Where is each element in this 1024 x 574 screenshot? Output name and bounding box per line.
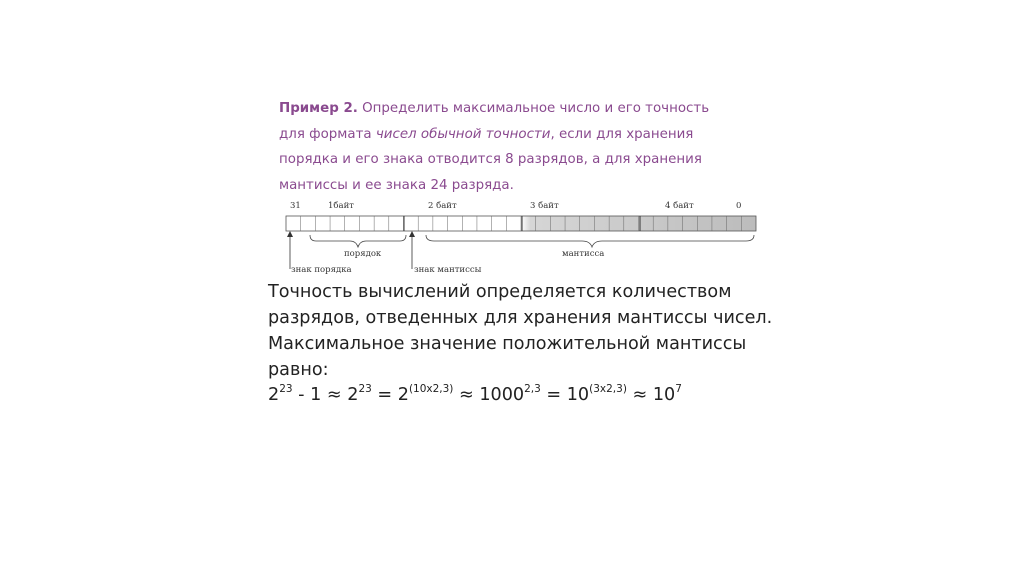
bit-layout-svg [280,197,770,277]
bit-layout-diagram [280,197,770,277]
formula-exponent: 2,3 [524,383,541,395]
formula-term: ≈ 1000 [453,385,525,405]
mantissa-brace [426,235,754,247]
byte-1-label: 1байт [328,201,354,211]
example-format-term: чисел обычной точности [375,126,551,142]
formula-exponent: (10x2,3) [408,383,454,395]
formula-exponent: 7 [675,383,682,395]
example-label: Пример 2. [279,101,358,116]
explanation-line-2: разрядов, отведенных для хранения мантиссы чисел. [268,308,773,328]
formula-term: 2 [268,385,280,405]
example-task [279,96,799,198]
formula-term: = 2 [371,385,409,405]
mantissa-label: мантисса [562,249,605,259]
formula-exponent: 23 [358,383,372,395]
mantissa-sign-arrowhead [409,231,415,237]
explanation-text [268,279,828,383]
explanation-line-3: Максимальное значение положительной мантиссы [268,334,747,354]
exponent-sign-arrowhead [287,231,293,237]
example-line-2-start: для формата [279,126,376,142]
explanation-line-1: Точность вычислений определяется количеством [268,282,732,302]
example-line-2-end: , если для хранения [550,126,694,142]
mantissa-sign-label: знак мантиссы [414,265,482,275]
example-line-3: порядка и его знака отводится 8 разрядов, а для хранения [279,152,702,167]
formula-exponent: 23 [279,383,293,395]
formula-term: ≈ 10 [626,385,676,405]
formula-term: - 1 ≈ 2 [292,385,359,405]
example-line-1-text: Определить максимальное число и его точность [357,101,710,116]
bit-31-label: 31 [290,201,301,211]
exponent-label: порядок [344,249,382,259]
formula-term: = 10 [540,385,590,405]
bit-0-label: 0 [736,201,742,211]
byte-2-label: 2 байт [428,201,457,211]
formula-exponent: (3x2,3) [589,383,627,395]
example-line-4: мантиссы и ее знака 24 разряда. [279,177,514,193]
byte-3-label: 3 байт [530,201,559,211]
example-line-2 [279,122,799,148]
exponent-sign-label: знак порядка [291,265,352,275]
example-line-1 [279,96,799,122]
mantissa-formula [268,385,682,405]
explanation-line-4: равно: [268,360,329,380]
exponent-brace [310,235,406,247]
byte-4-label: 4 байт [665,201,694,211]
